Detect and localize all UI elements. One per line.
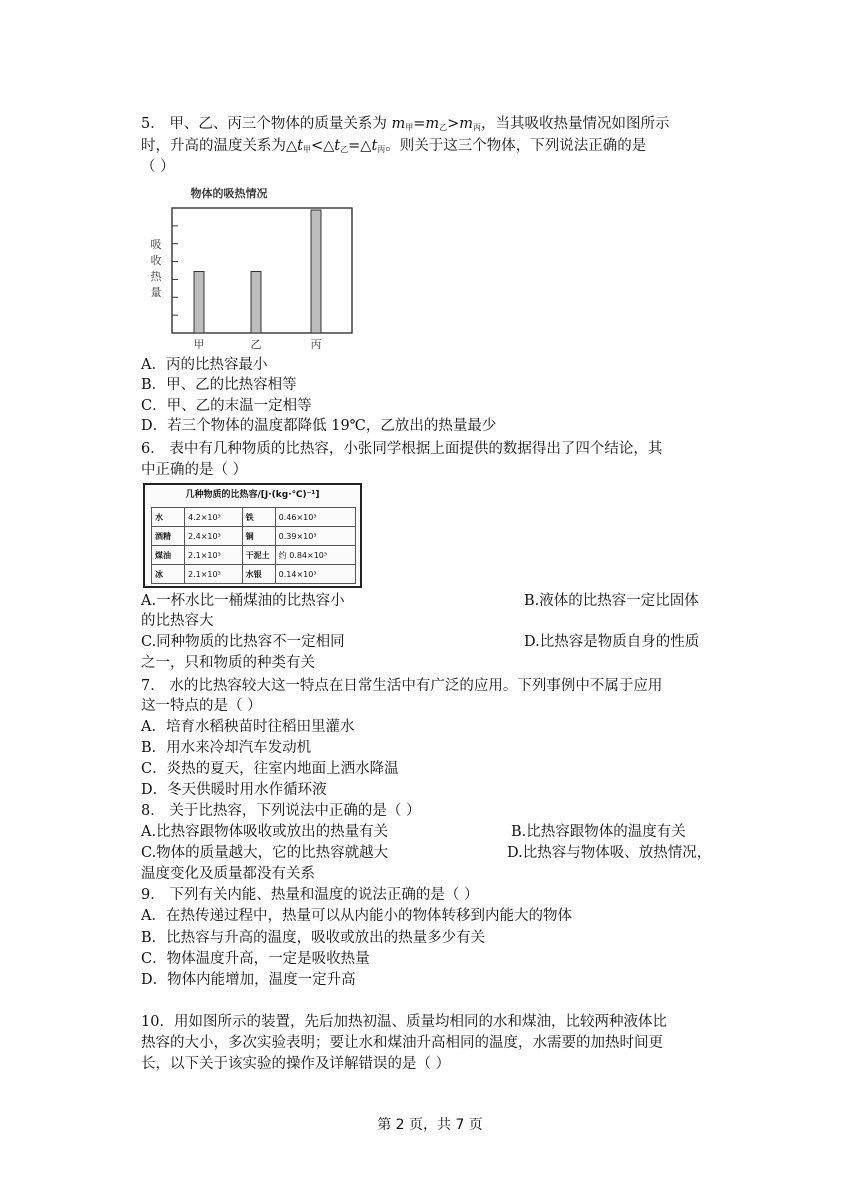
- table-grid: [151, 507, 356, 584]
- table-cell: 酒精: [152, 527, 185, 546]
- q10-stem-line2: 热容的大小，多次实验表明；要让水和煤油升高相同的温度，水需要的加热时间更: [141, 1035, 663, 1051]
- table-row: [152, 565, 356, 584]
- table-cell: 0.39×10³: [275, 527, 355, 546]
- bar-甲: [194, 272, 204, 334]
- table-cell: 0.46×10³: [275, 508, 355, 527]
- table-row: [152, 508, 356, 527]
- q5-option-c: C．甲、乙的末温一定相等: [141, 398, 312, 414]
- y-axis-label-char: 量: [150, 286, 162, 299]
- q6-option-b-cont: 的比热容大: [141, 613, 214, 629]
- q7-option-c: C．炎热的夏天，往室内地面上洒水降温: [141, 761, 399, 777]
- chart-title: 物体的吸热情况: [190, 187, 268, 200]
- chart-svg: [141, 182, 361, 354]
- table-cell: 水: [152, 508, 185, 527]
- q9-option-b: B．比热容与升高的温度，吸收或放出的热量多少有关: [141, 930, 486, 946]
- x-tick-label: 甲: [193, 338, 205, 351]
- q6-stem-line2: 中正确的是（ ）: [141, 462, 248, 478]
- specific-heat-table: [143, 483, 362, 588]
- table-cell: 约 0.84×10³: [275, 546, 355, 565]
- q9-stem: 9． 下列有关内能、热量和温度的说法正确的是（ ）: [141, 887, 479, 903]
- q6-option-b: B.液体的比热容一定比固体: [524, 593, 699, 609]
- q7-option-d: D．冬天供暖时用水作循环液: [141, 782, 327, 798]
- q8-option-d: D.比热容与物体吸、放热情况，: [507, 845, 712, 861]
- table-row: [152, 527, 356, 546]
- q7-stem-line1: 7． 水的比热容较大这一特点在日常生活中有广泛的应用。下列事例中不属于应用: [141, 678, 663, 694]
- y-axis-label-char: 热: [150, 270, 162, 283]
- table-cell: 0.14×10³: [275, 565, 355, 584]
- page-footer: 第 2 页，共 7 页: [377, 1117, 483, 1133]
- y-axis-label-char: 收: [150, 254, 162, 267]
- x-tick-label: 丙: [310, 338, 322, 351]
- heat-absorption-chart: [141, 182, 361, 354]
- q7-option-b: B．用水来冷却汽车发动机: [141, 740, 312, 756]
- q5-stem-line1: 5． 甲、乙、丙三个物体的质量关系为 $m_甲=m_乙>m_丙$，当其吸收热量情况如图所示: [141, 116, 670, 132]
- q9-option-c: C．物体温度升高，一定是吸收热量: [141, 951, 370, 967]
- q5-stem-line2: 时，升高的温度关系为$\triangle t_甲<\triangle t_乙=\triangle t_丙$。则关于这三个物体，下列说法正确的是: [141, 138, 647, 154]
- q5-option-d: D．若三个物体的温度都降低 19℃，乙放出的热量最少: [141, 418, 497, 434]
- q8-stem: 8． 关于比热容，下列说法中正确的是（ ）: [141, 803, 421, 819]
- table-cell: 铜: [242, 527, 275, 546]
- q8-option-c: C.物体的质量越大，它的比热容就越大: [141, 845, 389, 861]
- q6-stem-line1: 6． 表中有几种物质的比热容，小张同学根据上面提供的数据得出了四个结论，其: [141, 441, 663, 457]
- table-cell: 4.2×10³: [185, 508, 243, 527]
- q10-stem-line3: 长，以下关于该实验的操作及详解错误的是（ ）: [141, 1056, 451, 1072]
- x-tick-label: 乙: [250, 338, 262, 351]
- q8-option-b: B.比热容跟物体的温度有关: [511, 824, 686, 840]
- table-cell: 2.1×10³: [185, 565, 243, 584]
- q5-stem-line3: （ ）: [141, 159, 175, 175]
- q10-stem-line1: 10．用如图所示的装置，先后加热初温、质量均相同的水和煤油，比较两种液体比: [141, 1014, 667, 1030]
- q5-option-a: A．丙的比热容最小: [141, 357, 268, 373]
- table-cell: 2.1×10³: [185, 546, 243, 565]
- q7-stem-line2: 这一特点的是（ ）: [141, 698, 262, 714]
- table-cell: 冰: [152, 565, 185, 584]
- table-cell: 铁: [242, 508, 275, 527]
- table-caption: 几种物质的比热容/[J·(kg·℃)⁻¹]: [185, 490, 320, 500]
- table-cell: 水银: [242, 565, 275, 584]
- bar-丙: [311, 210, 321, 333]
- table-cell: 干泥土: [242, 546, 275, 565]
- y-axis-label-char: 吸: [150, 238, 162, 251]
- q9-option-a: A．在热传递过程中，热量可以从内能小的物体转移到内能大的物体: [141, 908, 572, 924]
- q6-option-a: A.一杯水比一桶煤油的比热容小: [141, 593, 345, 609]
- q6-option-d-cont: 之一，只和物质的种类有关: [141, 655, 315, 671]
- q6-option-d: D.比热容是物质自身的性质: [524, 634, 700, 650]
- q6-option-c: C.同种物质的比热容不一定相同: [141, 634, 345, 650]
- table-cell: 煤油: [152, 546, 185, 565]
- q9-option-d: D．物体内能增加，温度一定升高: [141, 972, 356, 988]
- q8-option-a: A.比热容跟物体吸收或放出的热量有关: [141, 824, 389, 840]
- q5-option-b: B．甲、乙的比热容相等: [141, 377, 297, 393]
- table-cell: 2.4×10³: [185, 527, 243, 546]
- table-row: [152, 546, 356, 565]
- q7-option-a: A．培育水稻秧苗时往稻田里灌水: [141, 719, 355, 735]
- bar-乙: [251, 272, 261, 334]
- q8-option-d-cont: 温度变化及质量都没有关系: [141, 866, 315, 882]
